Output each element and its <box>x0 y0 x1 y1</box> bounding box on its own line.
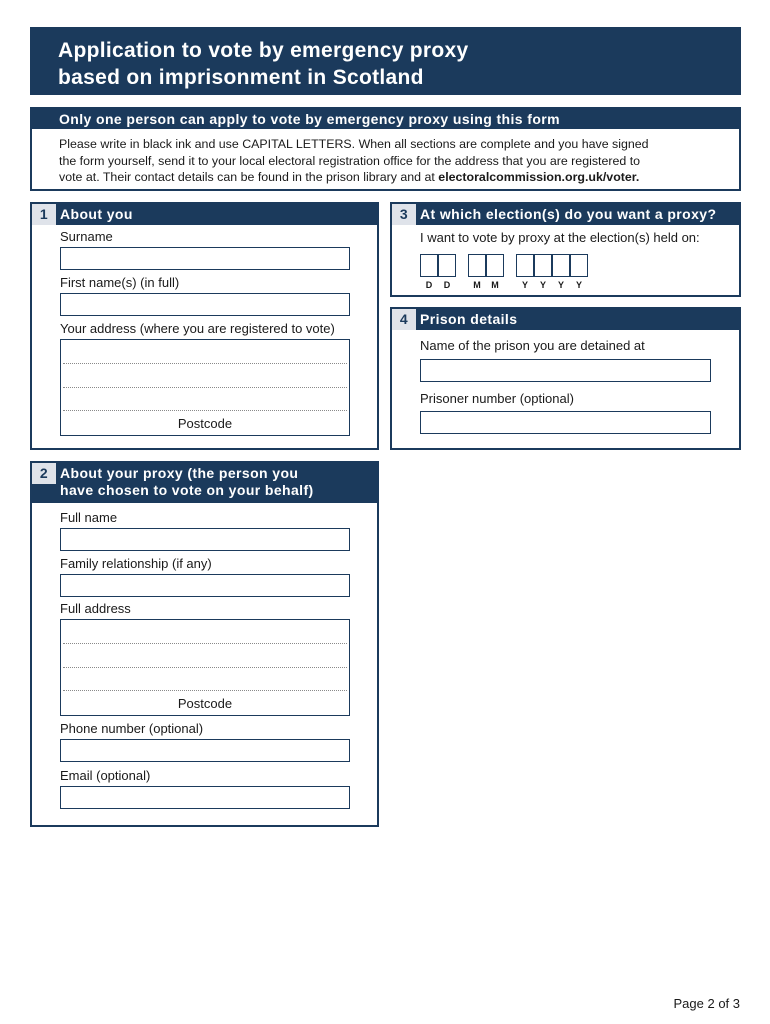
section4-number: 4 <box>392 309 416 330</box>
phone-field[interactable] <box>60 739 350 762</box>
address-line <box>63 410 347 411</box>
intro-heading: Only one person can apply to vote by emergency proxy using this form <box>32 109 739 129</box>
address-line <box>63 387 347 388</box>
relationship-label: Family relationship (if any) <box>60 556 212 571</box>
proxy-postcode-label: Postcode <box>177 696 233 711</box>
proxy-address-field[interactable] <box>60 619 350 716</box>
date-digit-label: Y <box>521 280 528 290</box>
proxy-address-label: Full address <box>60 601 131 616</box>
email-field[interactable] <box>60 786 350 809</box>
date-digit-box[interactable] <box>516 254 534 277</box>
address-line <box>63 363 347 364</box>
date-digit-label: D <box>443 280 451 290</box>
relationship-field[interactable] <box>60 574 350 597</box>
date-digit-box[interactable] <box>486 254 504 277</box>
proxy-name-label: Full name <box>60 510 118 525</box>
intro-panel <box>30 107 741 191</box>
section4-title: Prison details <box>420 311 518 327</box>
address-line <box>63 667 347 668</box>
address-field[interactable] <box>60 339 350 436</box>
address-label: Your address (where you are registered to vote) <box>60 321 335 336</box>
surname-field[interactable] <box>60 247 350 270</box>
date-digit-label: Y <box>575 280 582 290</box>
section1-title: About you <box>60 206 133 222</box>
date-digit-box[interactable] <box>438 254 456 277</box>
postcode-label: Postcode <box>177 416 233 431</box>
section3-header <box>392 204 739 225</box>
commission-link[interactable]: electoralcommission.org.uk/voter. <box>438 170 640 184</box>
date-digit-label: D <box>425 280 433 290</box>
date-digit-label: M <box>473 280 481 290</box>
first-names-field[interactable] <box>60 293 350 316</box>
email-label: Email (optional) <box>60 768 151 783</box>
date-digit-label: Y <box>539 280 546 290</box>
intro-line3: vote at. Their contact details can be found in the prison library and at <box>59 170 439 184</box>
prison-name-field[interactable] <box>420 359 711 382</box>
prisoner-number-field[interactable] <box>420 411 711 434</box>
date-digit-box[interactable] <box>420 254 438 277</box>
page-number: Page 2 of 3 <box>673 996 740 1011</box>
date-digit-box[interactable] <box>570 254 588 277</box>
address-line <box>63 690 347 691</box>
section3-number: 3 <box>392 204 416 225</box>
section2-number: 2 <box>32 463 56 484</box>
section1-header <box>32 204 377 225</box>
section-prison <box>390 307 741 450</box>
section1-number: 1 <box>32 204 56 225</box>
date-digit-box[interactable] <box>552 254 570 277</box>
date-digit-box[interactable] <box>468 254 486 277</box>
section2-header <box>32 463 377 503</box>
phone-label: Phone number (optional) <box>60 721 204 736</box>
section2-title <box>60 465 314 499</box>
section2-title-line1: About your proxy (the person you <box>60 465 299 481</box>
section4-header <box>392 309 739 330</box>
election-date-prompt: I want to vote by proxy at the election(s) held on: <box>420 230 700 245</box>
intro-line1: Please write in black ink and use CAPITAL LETTERS. When all sections are complete and you have signed <box>59 137 649 151</box>
date-digit-label: Y <box>557 280 564 290</box>
section2-title-line2: have chosen to vote on your behalf) <box>60 482 314 498</box>
intro-text <box>59 136 729 186</box>
proxy-name-field[interactable] <box>60 528 350 551</box>
address-line <box>63 643 347 644</box>
first-names-label: First name(s) (in full) <box>60 275 180 290</box>
form-title-line1: Application to vote by emergency proxy <box>58 39 469 62</box>
date-digit-box[interactable] <box>534 254 552 277</box>
intro-line2: the form yourself, send it to your local electoral registration office for the address that you are registered to <box>59 153 641 168</box>
prison-name-label: Name of the prison you are detained at <box>420 338 645 353</box>
form-title-line2: based on imprisonment in Scotland <box>58 66 424 89</box>
form-title <box>58 37 469 91</box>
date-digit-label: M <box>491 280 499 290</box>
section3-title: At which election(s) do you want a proxy? <box>420 206 717 222</box>
prisoner-number-label: Prisoner number (optional) <box>420 391 574 406</box>
section-about-proxy <box>30 461 379 827</box>
surname-label: Surname <box>60 229 113 244</box>
title-bar <box>30 27 741 95</box>
section-election <box>390 202 741 297</box>
section-about-you <box>30 202 379 450</box>
